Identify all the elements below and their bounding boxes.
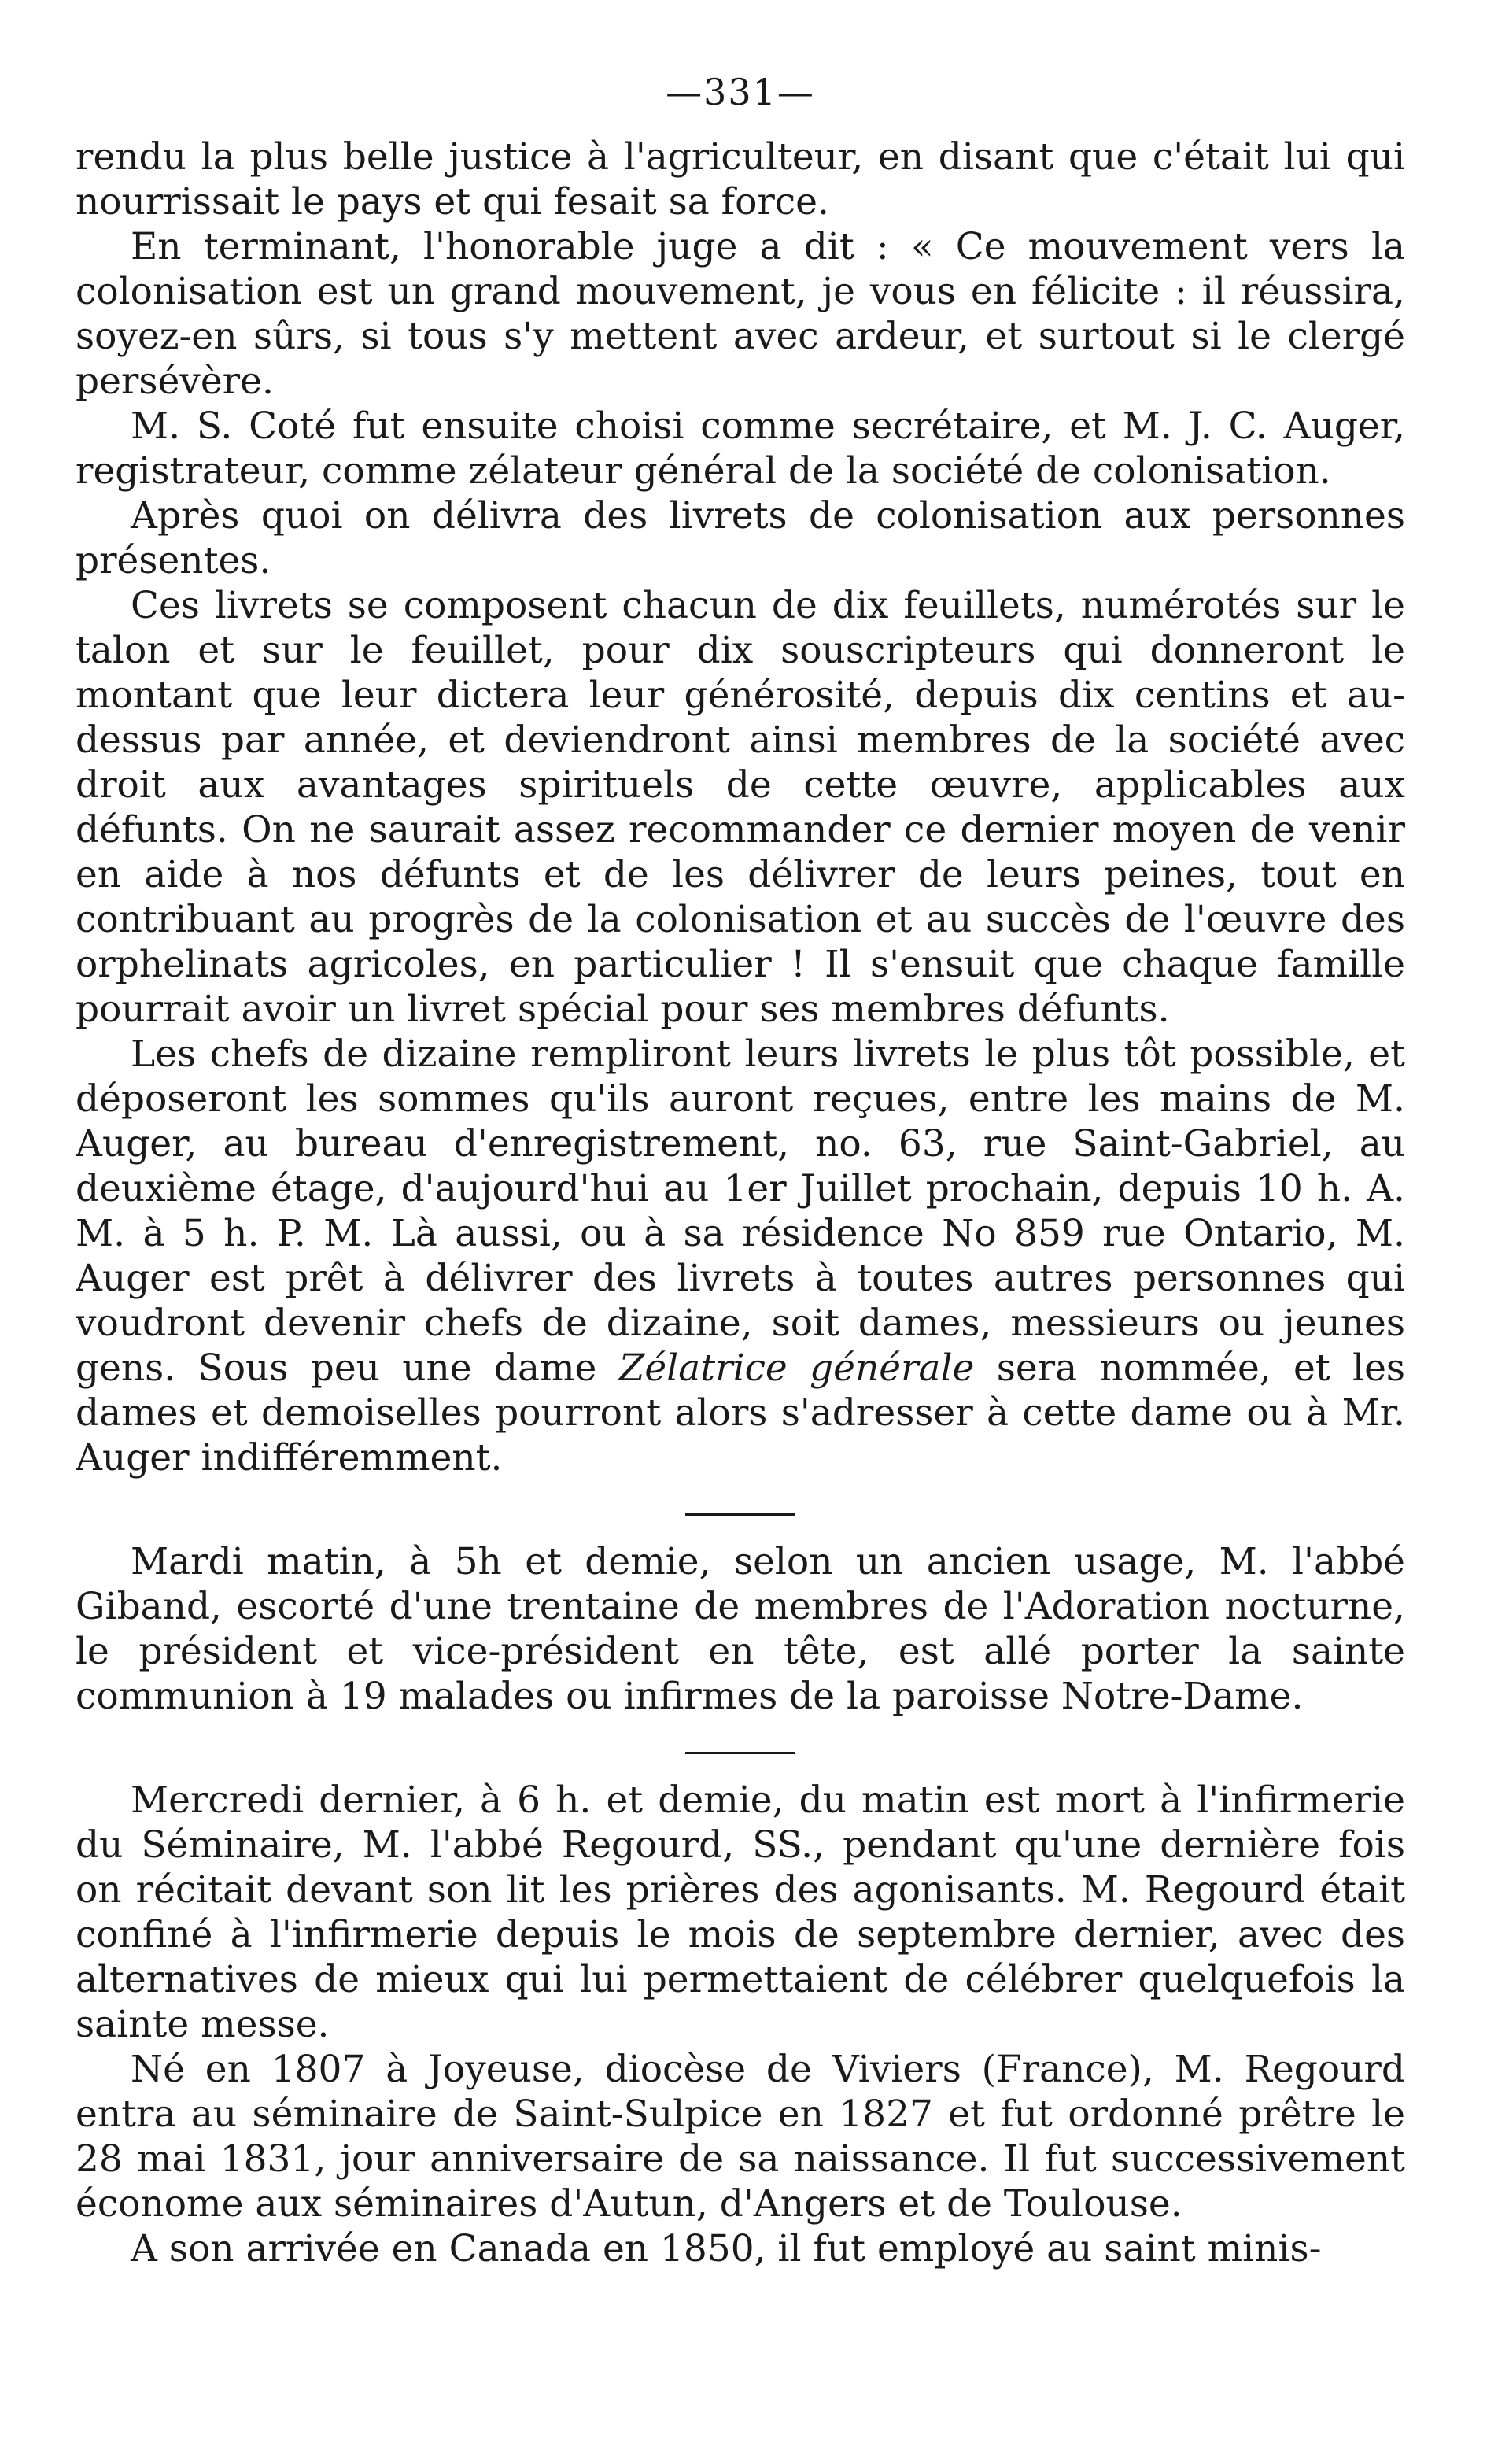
section-divider: [685, 1513, 795, 1516]
page-number: —331—: [666, 71, 815, 113]
paragraph-arrival-canada: A son arrivée en Canada en 1850, il fut employé au saint minis-: [131, 2227, 1322, 2271]
paragraph-adoration-nocturne: Mardi matin, à 5h et demie, selon un ancien usage, M. l'abbé Giband, escorté d'une trentaine de membres de l'Adoration nocturne, le président et vice-président en tête, est allé porter la sainte communion à 19 malades ou infirmes de la paroisse Notre-Dame.: [76, 1540, 1405, 1719]
paragraph-death-regourd: Mercredi dernier, à 6 h. et demie, du matin est mort à l'infirmerie du Séminaire, M. l'abbé Regourd, SS., pendant qu'une dernière fois on récitait devant son lit les prières des agonisants. M. Regourd était confiné à l'infirmerie depuis le mois de septembre dernier, avec des alternatives de mieux qui lui permettaient de célébrer quelquefois la sainte messe.: [76, 1779, 1405, 2047]
zelatrice-italic: Zélatrice générale: [618, 1347, 975, 1391]
section-divider: [685, 1752, 795, 1754]
paragraph-continuation: rendu la plus belle justice à l'agriculteur, en disant que c'était lui qui nourrissait le pays et qui fesait sa force.: [76, 135, 1405, 224]
paragraph-livrets-delivered: Après quoi on délivra des livrets de colonisation aux personnes présentes.: [76, 494, 1405, 583]
paragraph-secretary: M. S. Coté fut ensuite choisi comme secrétaire, et M. J. C. Auger, registrateur, comme zélateur général de la société de colonisation.: [76, 405, 1405, 493]
paragraph-chefs-dizaine: [76, 1032, 1405, 1480]
chefs-text-after: sera nommée, et les dames et demoiselles pourront alors s'adresser à cette dame ou à Mr. Auger indifféremment.: [76, 1347, 1405, 1480]
paragraph-judge-closing: En terminant, l'honorable juge a dit : « Ce mouvement vers la colonisation est un grand mouvement, je vous en félicite : il réussira, soyez-en sûrs, si tous s'y mettent avec ardeur, et surtout si le clergé persévère.: [76, 225, 1405, 404]
paragraph-livrets-description: Ces livrets se composent chacun de dix feuillets, numérotés sur le talon et sur le feuillet, pour dix souscripteurs qui donneront le montant que leur dictera leur générosité, depuis dix centins et au-dessus par année, et deviendront ainsi membres de la société avec droit aux avantages spirituels de cette œuvre, applicables aux défunts. On ne saurait assez recommander ce dernier moyen de venir en aide à nos défunts et de les délivrer de leurs peines, tout en contribuant au progrès de la colonisation et au succès de l'œuvre des orphelinats agricoles, en particulier ! Il s'ensuit que chaque famille pourrait avoir un livret spécial pour ses membres défunts.: [76, 584, 1405, 1032]
paragraph-regourd-biography: Né en 1807 à Joyeuse, diocèse de Viviers (France), M. Regourd entra au séminaire de Saint-Sulpice en 1827 et fut ordonné prêtre le 28 mai 1831, jour anniversaire de sa naissance. Il fut successivement économe aux séminaires d'Autun, d'Angers et de Toulouse.: [76, 2048, 1405, 2226]
chefs-text-before: Les chefs de dizaine rempliront leurs livrets le plus tôt possible, et déposeront les sommes qu'ils auront reçues, entre les mains de M. Auger, au bureau d'enregistrement, no. 63, rue Saint-Gabriel, au deuxième étage, d'aujourd'hui au 1er Juillet prochain, depuis 10 h. A. M. à 5 h. P. M. Là aussi, ou à sa résidence No 859 rue Ontario, M. Auger est prêt à délivrer des livrets à toutes autres personnes qui voudront devenir chefs de dizaine, soit dames, messieurs ou jeunes gens. Sous peu une dame: [76, 1033, 1405, 1391]
document-page: [76, 71, 1405, 2416]
